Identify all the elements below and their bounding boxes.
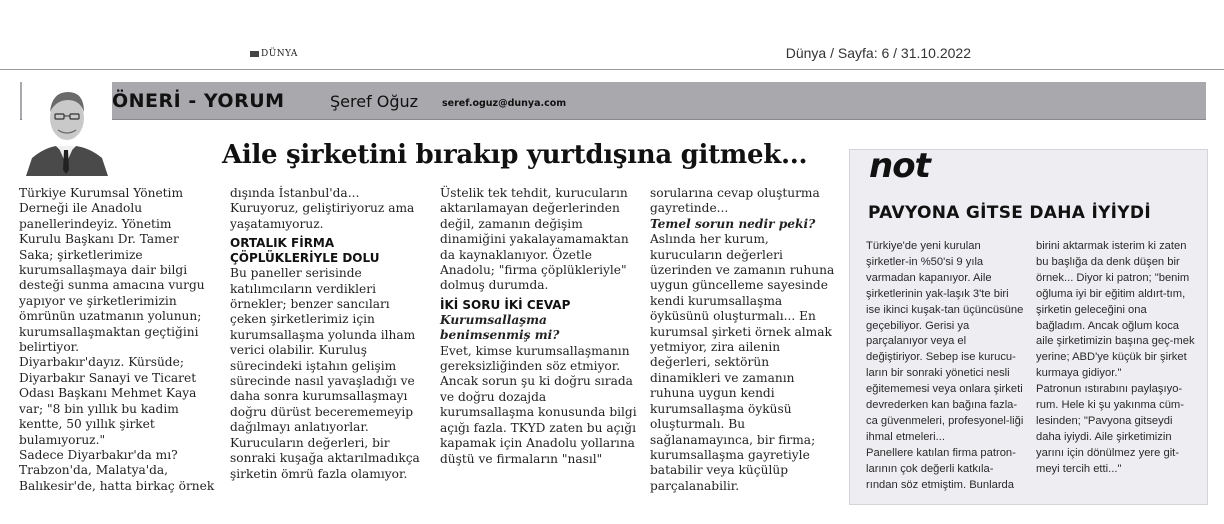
sidebar-column-2: birini aktarmak isterim ki zaten bu başlığa da denk düşen bir örnek... Diyor ki patron; "benim oğluma iyi bir eğitim aldırt-tım, şirketin geleceğini ona bağladım. Ancak oğlum koca aile şirketimizin başına geç-mek yerine; ABD'ye küçük bir şirket kurmaya gidiyor." Patronun ıstırabını paylaşıyo-rum. Hele ki şu yakınma cüm-lesinden; "Pavyona gitseydi daha iyiydi. Aile şirketimizin yarını için dönülmez yere git-meyi tercih etti..." <box>1036 240 1195 475</box>
logo-text: DÜNYA <box>261 49 298 59</box>
subheading-firma-copluk: ORTALIK FİRMA ÇÖPLÜKLERİYLE DOLU <box>230 236 380 266</box>
author-email: seref.oguz@dunya.com <box>442 98 567 109</box>
subheading-iki-soru: İKİ SORU İKİ CEVAP <box>440 297 571 312</box>
article-headline: Aile şirketini bırakıp yurtdışına gitmek... <box>222 140 808 170</box>
article-column-2 <box>230 186 428 482</box>
column-3-body: Evet, kimse kurumsallaşmanın gereksizliğinden söz etmiyor. Ancak sorun şu ki doğru sırada ve doğru dozajda kurumsallaşma konusunda bilgi açığı fazla. TKYD zaten bu açığı kapamak için Anadolu yollarına düştü ve firmaların "nasıl" <box>440 343 637 466</box>
column-3-intro: Üstelik tek tehdit, kurucuların aktarılamayan değerlerinden değil, zamanın değişim dinamiğini yakalayamamaktan da kaynaklanıyor. Özetle Anadolu; "firma çöplükleriyle" dolmuş durumda. <box>440 186 629 293</box>
sidebar-title: PAVYONA GİTSE DAHA İYİYDİ <box>868 203 1151 223</box>
column-4-intro: sorularına cevap oluşturma gayretinde... <box>650 186 820 216</box>
column-2-intro: dışında İstanbul'da... Kuruyoruz, geliştiriyoruz ama yaşatamıyoruz. <box>230 186 415 231</box>
article-column-4 <box>650 186 836 494</box>
question-1: Kurumsallaşma benimsenmiş mi? <box>440 312 560 343</box>
section-title: ÖNERİ - YORUM <box>112 90 285 112</box>
author-portrait <box>22 78 112 176</box>
author-name: Şeref Oğuz <box>330 92 419 111</box>
column-2-body: Bu paneller serisinde katılımcıların verdikleri örnekler; benzer sancıları çeken şirketlerimiz için kurumsallaşma yolunda ilham verici olabilir. Kuruluş sürecindeki iştahın gelişim sürecinde nasıl yavaşladığı ve daha sonra kurumsallaşmayı doğru dürüst becerememeyip dağılmayı anlatıyorlar. Kurucuların değerleri, bir sonraki kuşağa aktarılmadıkça şirketin ömrü fazla olamıyor. <box>230 266 420 481</box>
article-column-3 <box>440 186 638 467</box>
newspaper-logo <box>250 49 298 59</box>
question-2: Temel sorun nedir peki? <box>650 216 816 231</box>
header-divider <box>0 69 1224 70</box>
sidebar-column-1: Türkiye'de yeni kurulan şirketler-in %50'si 9 yıla varmadan kapanıyor. Aile şirketlerinin yak-laşık 3'te biri ise ikinci kuşak-tan üçüncüsüne geçebiliyor. Gerisi ya parçalanıyor veya el değiştiriyor. Sebep ise kurucu-ların bir sonraki yönetici nesli eğitememesi veya onlara şirketi devrederken kan bağına fazla-ca güvenmeleri, profesyonel-liği ihmal etmeleri... Panellere katılan firma patron-larının çok değerli katkıla-rından söz etmiştim. Bunlarda <box>866 240 1024 491</box>
page-header <box>0 0 1224 72</box>
article-column-1: Türkiye Kurumsal Yönetim Derneği ile Anadolu panellerindeyiz. Yönetim Kurulu Başkanı Dr. Tamer Saka; şirketlerimize kurumsallaşmaya dair bilgi desteği sunma amacına vurgu yapıyor ve şirketlerimizin ömrünün uzatmanın yolunun; kurumsallaşmaktan geçtiğini belirtiyor. Diyarbakır'dayız. Kürsüde; Diyarbakır Sanayi ve Ticaret Odası Başkanı Mehmet Kaya var; "8 bin yıllık bu kadim kentte, 50 yıllık şirket bulamıyoruz." Sadece Diyarbakır'da mı? Trabzon'da, Malatya'da, Balıkesir'de, hatta birkaç örnek <box>19 186 215 493</box>
page-meta: Dünya / Sayfa: 6 / 31.10.2022 <box>785 45 971 61</box>
banner-divider <box>20 119 1206 120</box>
column-4-body: Aslında her kurum, kurucuların değerleri üzerinden ve zamanın ruhuna uygun güncelleme sayesinde kendi kurumsallaşma öyküsünü oluşturmalı... En kurumsal şirketi örnek almak yetmiyor, zira ailenin değerleri, sektörün dinamikleri ve zamanın ruhuna uygun kendi kurumsallaşma öyküsü oluşturmalı. Bu sağlanamayınca, bir firma; kurumsallaşma gayretiyle batabilir veya küçülüp parçalanabilir. <box>650 232 835 493</box>
logo-mark-icon <box>250 51 259 57</box>
sidebar-label: not <box>869 146 930 186</box>
